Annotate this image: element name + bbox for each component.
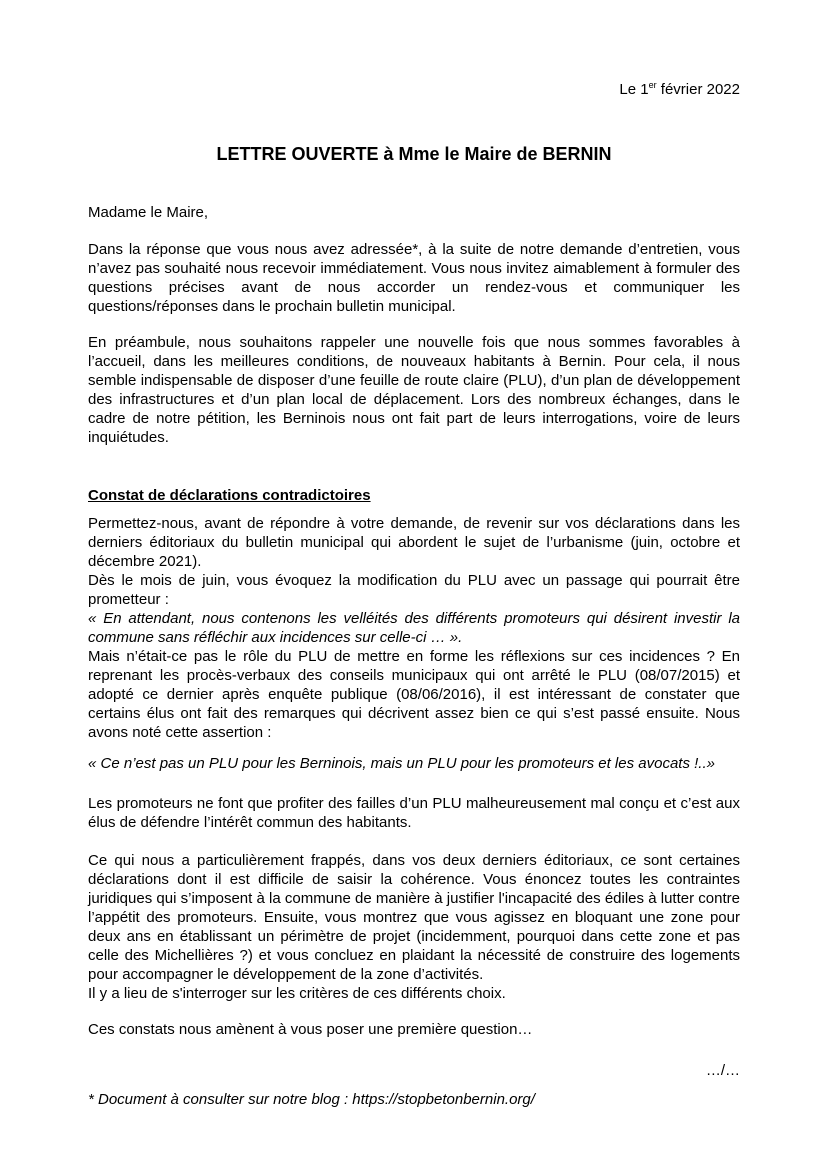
date-prefix: Le 1 <box>619 81 649 98</box>
salutation: Madame le Maire, <box>88 204 209 221</box>
letter-date <box>88 80 740 99</box>
letter-title: LETTRE OUVERTE à Mme le Maire de BERNIN <box>216 144 612 164</box>
section-heading-constat: Constat de déclarations contradictoires <box>88 487 371 504</box>
paragraph-des-le-mois: Dès le mois de juin, vous évoquez la modification du PLU avec un passage qui pourrait être prometteur : <box>88 572 740 608</box>
paragraph-constats: Ces constats nous amènent à vous poser une première question… <box>88 1021 533 1038</box>
paragraph-preambule: En préambule, nous souhaitons rappeler une nouvelle fois que nous sommes favorables à l’accueil, dans les meilleures conditions, de nouveaux habitants à Bernin. Pour cela, il nous semble indispensable de disposer d’une feuille de route claire (PLU), d’un plan de développement des infrastructures et d’un plan local de déplacement. Lors des nombreux échanges, dans le cadre de notre pétition, les Berninois nous ont fait part de leurs interrogations, voire de leurs inquiétudes. <box>88 334 740 446</box>
quote-en-attendant: « En attendant, nous contenons les velléités des différents promoteurs qui désirent investir la commune sans réfléchir aux incidences sur celle-ci … ». <box>88 610 740 646</box>
date-suffix: février 2022 <box>656 81 740 98</box>
paragraph-response: Dans la réponse que vous nous avez adressée*, à la suite de notre demande d’entretien, vous n’avez pas souhaité nous recevoir immédiatement. Vous nous invitez aimablement à formuler des questions précises avant de nous accorder un rendez-vous et communiquer les questions/réponses dans le prochain bulletin municipal. <box>88 241 740 315</box>
paragraph-interroger: Il y a lieu de s'interroger sur les critères de ces différents choix. <box>88 985 506 1002</box>
paragraph-frappes: Ce qui nous a particulièrement frappés, dans vos deux derniers éditoriaux, ce sont certaines déclarations dont il est difficile de saisir la cohérence. Vous énoncez toutes les contraintes juridiques qui s’imposent à la commune de manière à justifier l'incapacité des édiles à lutter contre l’appétit des promoteurs. Ensuite, vous montrez que vous agissez en bloquant une zone pour deux ans en établissant un périmètre de projet (incidemment, pourquoi dans cette zone et pas celle des Michellières ?) et vous concluez en plaidant la nécessité de construire des logements pour accompagner le développement de la zone d’activités. <box>88 852 740 983</box>
continuation-mark: …/… <box>705 1062 740 1079</box>
footnote-blog-link: * Document à consulter sur notre blog : https://stopbetonbernin.org/ <box>88 1091 535 1108</box>
date-ordinal-superscript: er <box>648 80 657 90</box>
paragraph-mais-netait: Mais n’était-ce pas le rôle du PLU de mettre en forme les réflexions sur ces incidences ? En reprenant les procès-verbaux des conseils municipaux qui ont arrêté le PLU (08/07/2015) et adopté ce dernier après enquête publique (08/06/2016), il est intéressant de constater que certains élus ont fait des remarques qui décrivent assez bien ce qui s’est passé ensuite. Nous avons noté cette assertion : <box>88 648 740 741</box>
paragraph-permettez: Permettez-nous, avant de répondre à votre demande, de revenir sur vos déclarations dans les derniers éditoriaux du bulletin municipal qui abordent le sujet de l’urbanisme (juin, octobre et décembre 2021). <box>88 515 740 570</box>
paragraph-promoteurs: Les promoteurs ne font que profiter des failles d’un PLU malheureusement mal conçu et c’est aux élus de défendre l’intérêt commun des habitants. <box>88 795 740 831</box>
quote-plu-berninois: « Ce n’est pas un PLU pour les Berninois, mais un PLU pour les promoteurs et les avocats !..» <box>88 755 715 772</box>
